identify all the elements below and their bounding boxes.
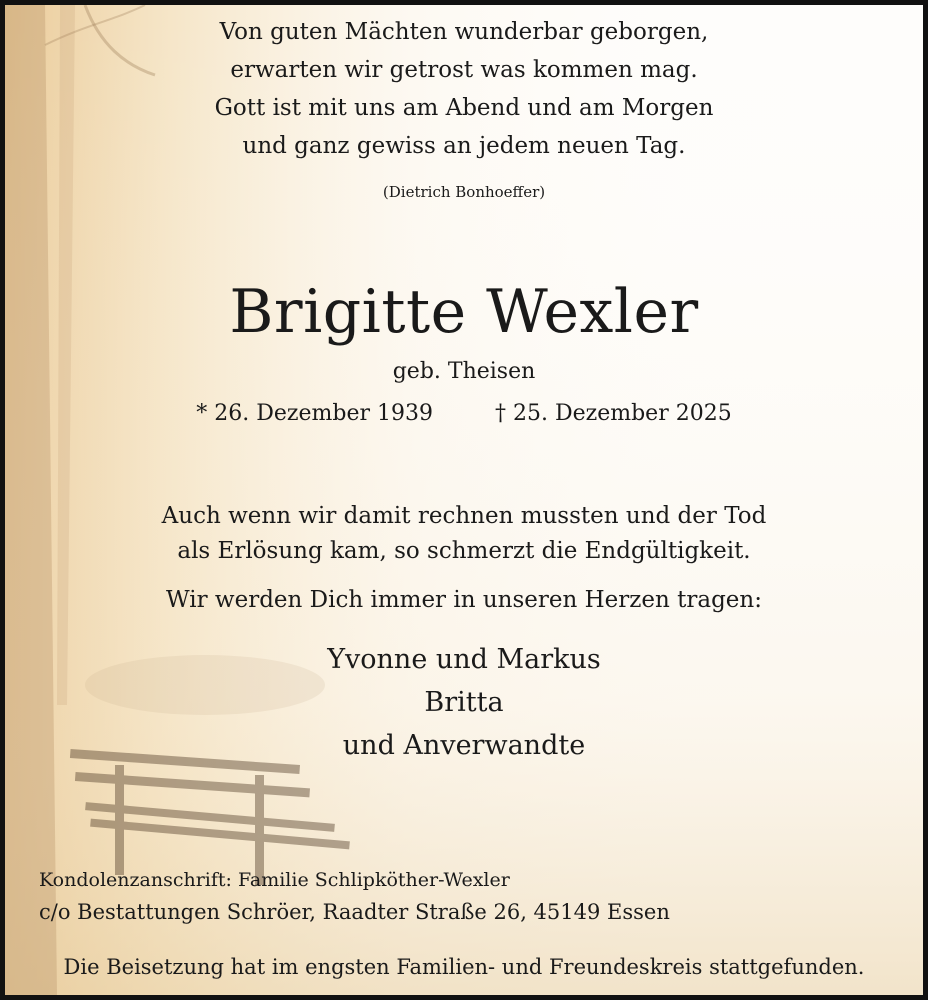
condolence-address-line-1: Kondolenzanschrift: Familie Schlipköther-Wexler	[39, 869, 510, 891]
message-line: Auch wenn wir damit rechnen mussten und der Tod	[161, 503, 767, 529]
mourner: Britta	[424, 687, 504, 718]
mourner: Yvonne und Markus	[327, 644, 601, 675]
memorial-closing: Wir werden Dich immer in unseren Herzen tragen:	[166, 587, 762, 613]
poem-author: (Dietrich Bonhoeffer)	[382, 183, 546, 201]
poem	[5, 13, 923, 165]
condolence-address-line-2: c/o Bestattungen Schröer, Raadter Straße 26, 45149 Essen	[39, 900, 670, 924]
poem-line: Gott ist mit uns am Abend und am Morgen	[214, 95, 714, 121]
memorial-message	[5, 499, 923, 569]
poem-line: und ganz gewiss an jedem neuen Tag.	[242, 133, 686, 159]
mourner: und Anverwandte	[342, 730, 586, 761]
life-dates	[5, 401, 923, 426]
mourners-list	[5, 638, 923, 767]
deceased-name: Brigitte Wexler	[229, 277, 699, 347]
message-line: als Erlösung kam, so schmerzt die Endgültigkeit.	[177, 538, 751, 564]
poem-line: erwarten wir getrost was kommen mag.	[230, 57, 698, 83]
maiden-name: geb. Theisen	[392, 359, 536, 384]
burial-note: Die Beisetzung hat im engsten Familien- und Freundeskreis stattgefunden.	[63, 955, 865, 979]
death-date: † 25. Dezember 2025	[495, 401, 732, 426]
birth-date: * 26. Dezember 1939	[196, 401, 433, 426]
poem-line: Von guten Mächten wunderbar geborgen,	[219, 19, 709, 45]
